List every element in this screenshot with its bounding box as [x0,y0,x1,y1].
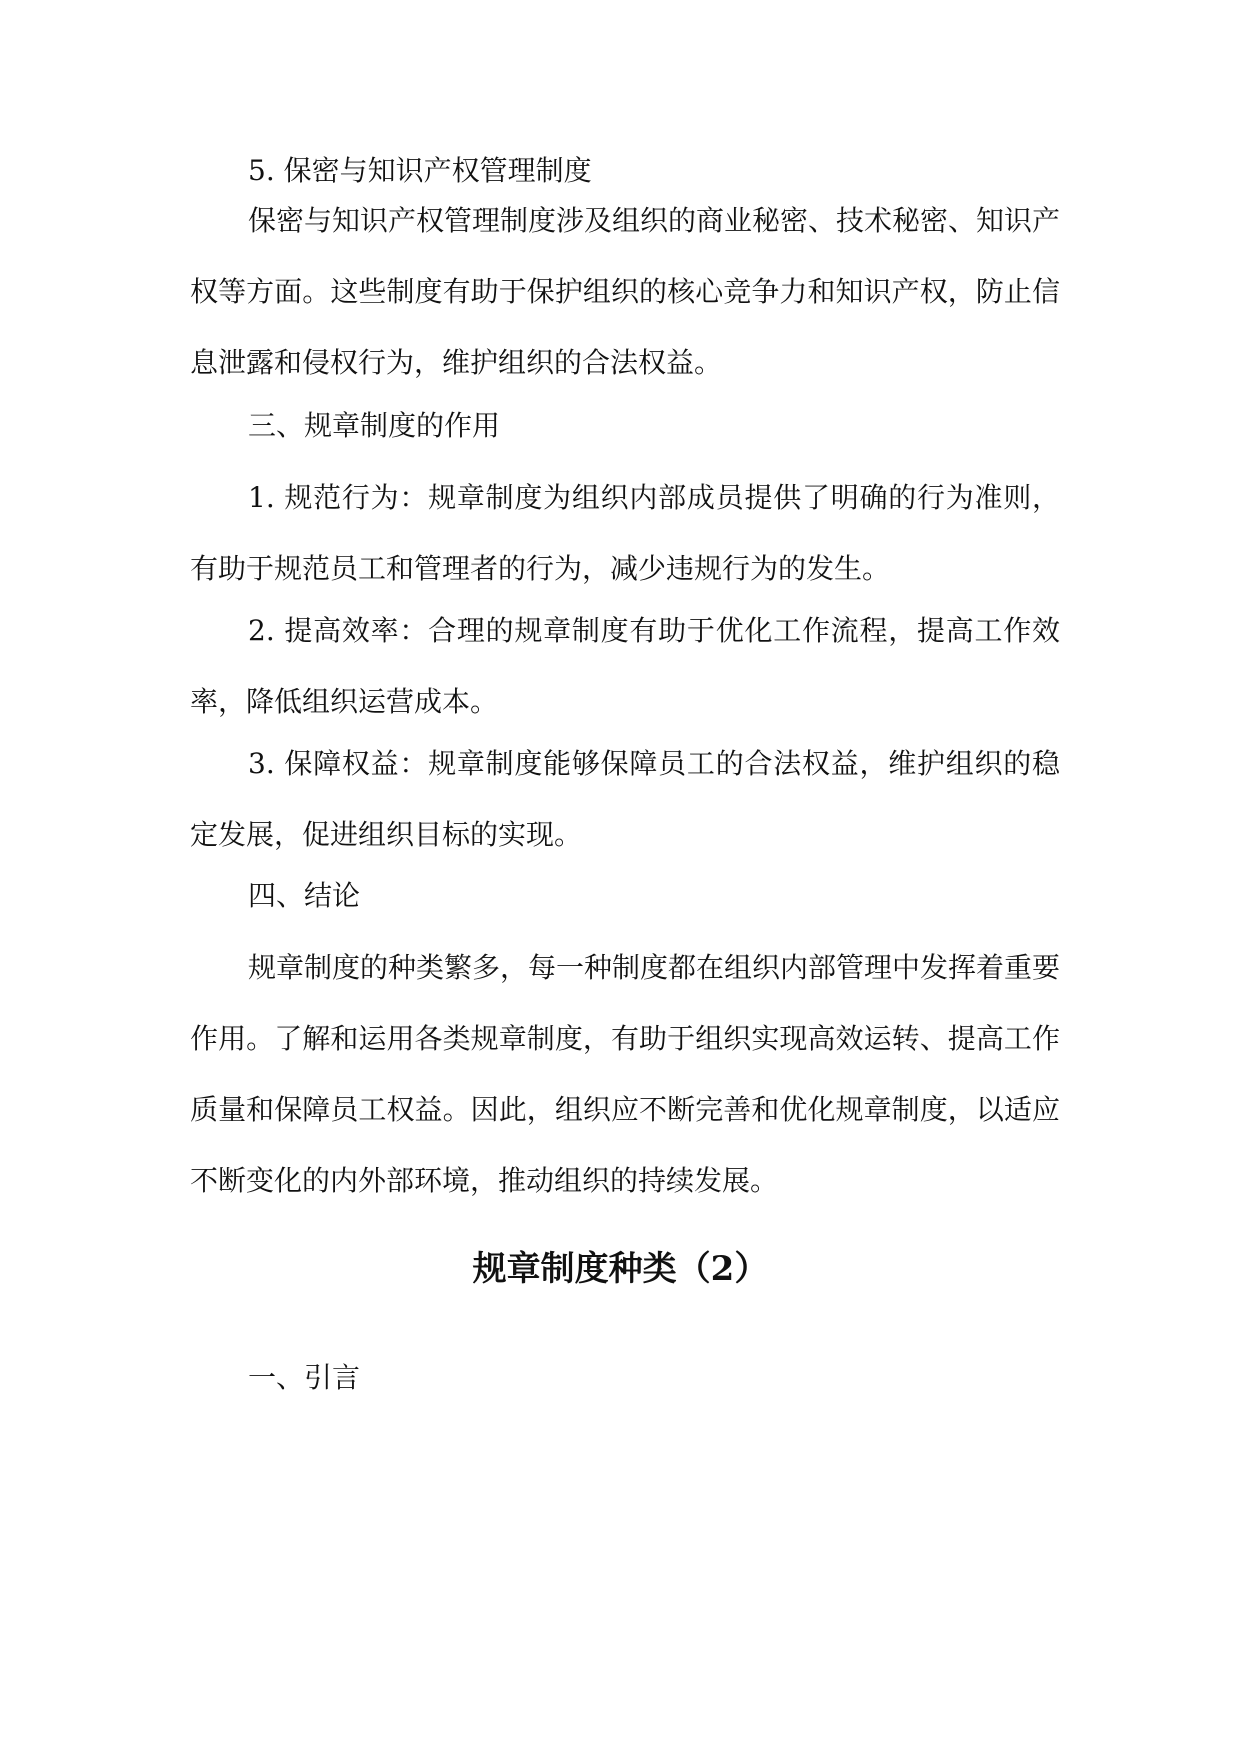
section-heading-conclusion: 四、结论 [248,879,361,912]
section-heading-functions: 三、规章制度的作用 [248,409,501,442]
item-heading-confidentiality: 5. 保密与知识产权管理制度 [248,154,592,187]
paragraph-protect-rights: 3. 保障权益：规章制度能够保障员工的合法权益，维护组织的稳定发展，促进组织目标的实现。 [190,747,1060,851]
paragraph-improve-efficiency: 2. 提高效率：合理的规章制度有助于优化工作流程，提高工作效率，降低组织运营成本。 [190,614,1060,718]
paragraph-confidentiality: 保密与知识产权管理制度涉及组织的商业秘密、技术秘密、知识产权等方面。这些制度有助于保护组织的核心竞争力和知识产权，防止信息泄露和侵权行为，维护组织的合法权益。 [190,204,1061,379]
section-heading-introduction: 一、引言 [248,1361,361,1394]
paragraph-regulate-behavior: 1. 规范行为：规章制度为组织内部成员提供了明确的行为准则，有助于规范员工和管理者的行为，减少违规行为的发生。 [190,481,1060,585]
document-title: 规章制度种类（2） [472,1249,769,1289]
paragraph-conclusion: 规章制度的种类繁多，每一种制度都在组织内部管理中发挥着重要作用。了解和运用各类规章制度，有助于组织实现高效运转、提高工作质量和保障员工权益。因此，组织应不断完善和优化规章制度，以适应不断变化的内外部环境，推动组织的持续发展。 [190,951,1061,1197]
